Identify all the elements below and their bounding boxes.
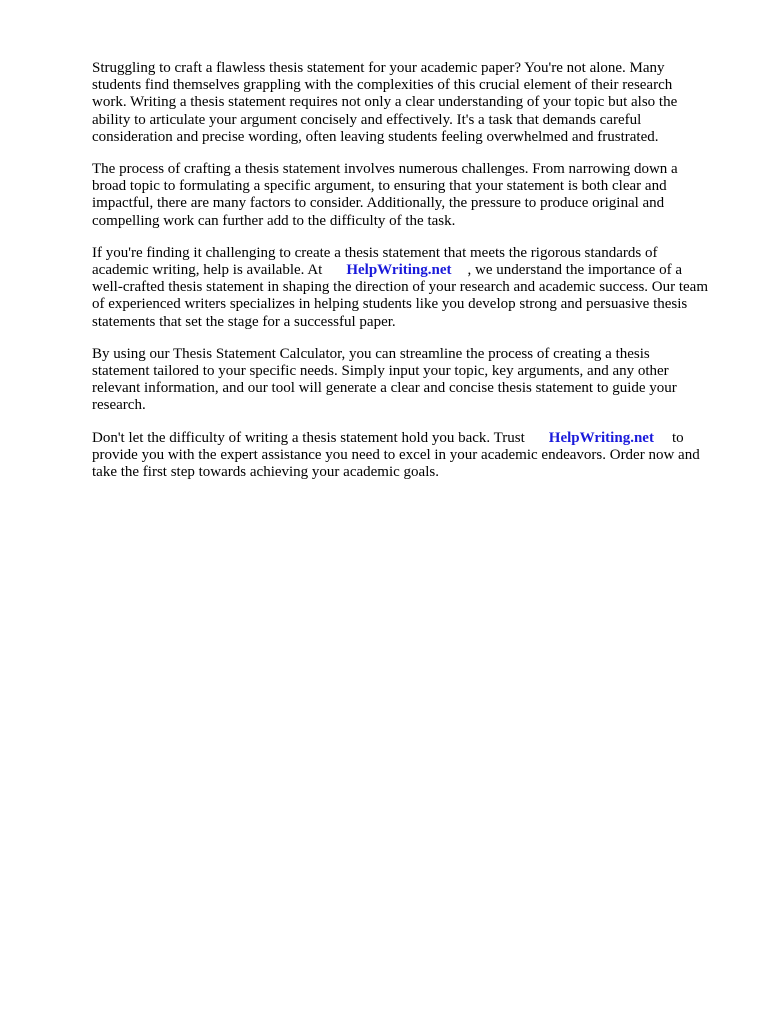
paragraph-text-before-link: If you're finding it challenging to create a thesis statement that meets the rigorous standards of academic writing, help is available. At — [92, 244, 658, 279]
paragraph-text-before-link: Don't let the difficulty of writing a thesis statement hold you back. Trust — [92, 429, 525, 446]
document-body — [92, 60, 708, 496]
helpwriting-link[interactable]: HelpWriting.net — [346, 262, 452, 279]
paragraph-challenges: The process of crafting a thesis statement involves numerous challenges. From narrowing down a broad topic to formulating a specific argument, to ensuring that your statement is both clear and impactful, there are many factors to consider. Additionally, the pressure to produce original and compelling work can further add to the difficulty of the task. — [92, 161, 678, 229]
paragraph-text-after-link: , we understand the importance of a well-crafted thesis statement in shaping the direction of your research and academic success. Our team of experienced writers specializes in helping students like you develop strong and persuasive thesis statements that set the stage for a successful paper. — [92, 262, 709, 330]
paragraph-text-after-link: to provide you with the expert assistance you need to excel in your academic endeavors. Order now and take the first step towards achieving your academic goals. — [92, 429, 700, 481]
paragraph-call-to-action — [92, 430, 708, 482]
paragraph-intro: Struggling to craft a flawless thesis statement for your academic paper? You're not alone. Many students find themselves grappling with the complexities of this crucial element of their research work. Writing a thesis statement requires not only a clear understanding of your topic but also the ability to articulate your argument concisely and effectively. It's a task that demands careful consideration and precise wording, often leaving students feeling overwhelmed and frustrated. — [92, 60, 678, 145]
paragraph-calculator: By using our Thesis Statement Calculator, you can streamline the process of creating a thesis statement tailored to your specific needs. Simply input your topic, key arguments, and any other relevant information, and our tool will generate a clear and concise thesis statement to guide your research. — [92, 345, 677, 414]
paragraph-help-available — [92, 245, 708, 331]
helpwriting-link[interactable]: HelpWriting.net — [548, 429, 654, 446]
